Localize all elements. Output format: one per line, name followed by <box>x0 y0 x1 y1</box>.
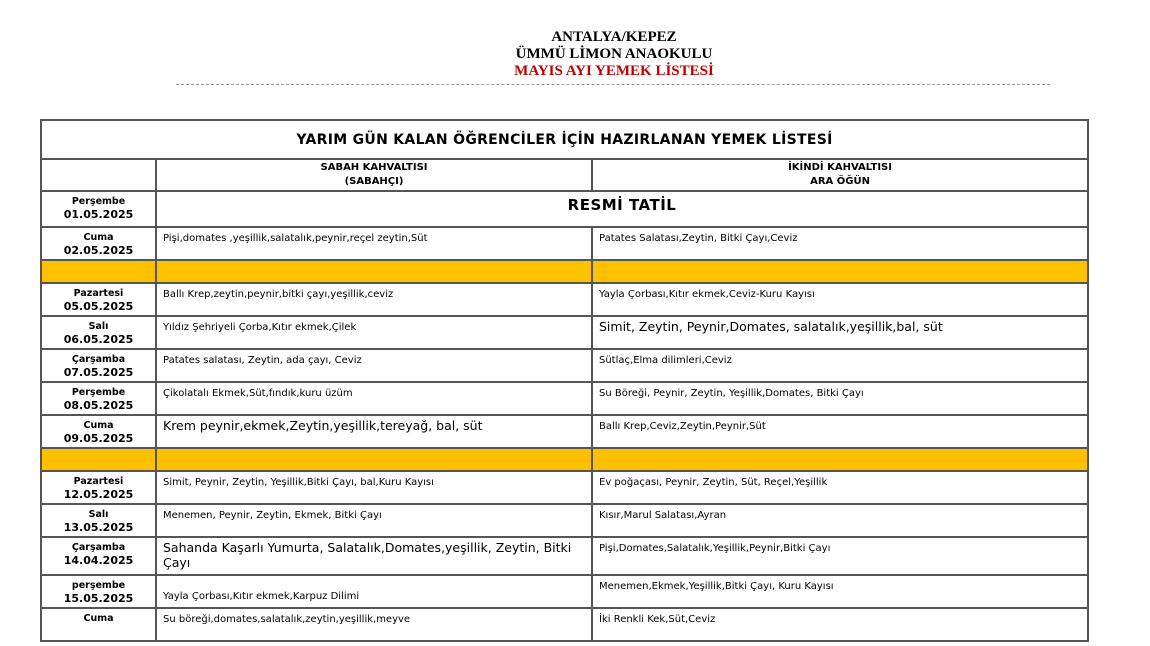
menu-title: MAYIS AYI YEMEK LİSTESİ <box>514 63 714 79</box>
table-row <box>41 316 1088 349</box>
week-separator <box>41 448 1088 471</box>
morning-menu-cell: Yayla Çorbası,Kıtır ekmek,Karpuz Dilimi <box>156 575 592 608</box>
day-name: Çarşamba <box>71 354 126 365</box>
day-name: Perşembe <box>71 387 126 398</box>
morning-menu-cell: Pişi,domates ,yeşillik,salatalık,peynir,reçel zeytin,Süt <box>156 227 592 260</box>
day-date: 01.05.2025 <box>63 208 134 221</box>
school-name: ÜMMÜ LİMON ANAOKULU <box>515 46 713 62</box>
day-date: 15.05.2025 <box>63 592 134 605</box>
table-row <box>41 283 1088 316</box>
morning-menu-cell: Simit, Peynir, Zeytin, Yeşillik,Bitki Çayı, bal,Kuru Kayısı <box>156 471 592 504</box>
morning-column-header <box>156 159 592 191</box>
afternoon-menu-cell: Ev poğaçası, Peynir, Zeytin, Süt, Reçel,Yeşillik <box>592 471 1088 504</box>
morning-menu-cell: Krem peynir,ekmek,Zeytin,yeşillik,tereyağ, bal, süt <box>156 415 592 448</box>
table-row <box>41 537 1088 575</box>
morning-menu-cell: Ballı Krep,zeytin,peynir,bitki çayı,yeşillik,ceviz <box>156 283 592 316</box>
morning-header-line2: (SABAHÇI) <box>344 176 404 187</box>
week-separator <box>41 260 1088 283</box>
menu-table <box>40 119 1089 642</box>
day-cell <box>41 349 156 382</box>
morning-menu-cell: Çikolatalı Ekmek,Süt,fındık,kuru üzüm <box>156 382 592 415</box>
afternoon-menu-cell: Sütlaç,Elma dilimleri,Ceviz <box>592 349 1088 382</box>
table-row <box>41 471 1088 504</box>
morning-menu-cell: Su böreği,domates,salatalık,zeytin,yeşillik,meyve <box>156 608 592 641</box>
afternoon-menu-cell: Simit, Zeytin, Peynir,Domates, salatalık,yeşillik,bal, süt <box>592 316 1088 349</box>
afternoon-menu-cell: Kısır,Marul Salatası,Ayran <box>592 504 1088 537</box>
day-name: Cuma <box>83 420 114 431</box>
empty-header-cell <box>41 159 156 191</box>
day-name: Salı <box>88 509 109 520</box>
afternoon-menu-cell: Pişi,Domates,Salatalık,Yeşillik,Peynir,Bitki Çayı <box>592 537 1088 575</box>
day-date: 12.05.2025 <box>63 488 134 501</box>
day-cell <box>41 471 156 504</box>
table-row <box>41 608 1088 641</box>
day-name: Çarşamba <box>71 542 126 553</box>
day-name: Pazartesi <box>73 288 124 299</box>
table-row <box>41 504 1088 537</box>
afternoon-header-line1: İKİNDİ KAHVALTISI <box>788 162 892 173</box>
day-cell <box>41 415 156 448</box>
day-cell <box>41 316 156 349</box>
day-date: 06.05.2025 <box>63 333 134 346</box>
day-date: 08.05.2025 <box>63 399 134 412</box>
day-date: 05.05.2025 <box>63 300 134 313</box>
afternoon-menu-cell: Patates Salatası,Zeytin, Bitki Çayı,Ceviz <box>592 227 1088 260</box>
day-date: 02.05.2025 <box>63 244 134 257</box>
morning-menu-cell: Sahanda Kaşarlı Yumurta, Salatalık,Domates,yeşillik, Zeytin, Bitki Çayı <box>156 537 592 575</box>
table-row <box>41 575 1088 608</box>
day-name: perşembe <box>71 580 126 591</box>
day-name: Cuma <box>83 613 114 624</box>
morning-header-line1: SABAH KAHVALTISI <box>320 162 428 173</box>
afternoon-menu-cell: Menemen,Ekmek,Yeşillik,Bitki Çayı, Kuru Kayısı <box>592 575 1088 608</box>
day-cell <box>41 191 156 227</box>
day-name: Salı <box>88 321 109 332</box>
table-row <box>41 191 1088 227</box>
day-cell <box>41 227 156 260</box>
day-date: 07.05.2025 <box>63 366 134 379</box>
holiday-cell: RESMİ TATİL <box>156 191 1088 227</box>
afternoon-menu-cell: İki Renkli Kek,Süt,Ceviz <box>592 608 1088 641</box>
morning-menu-cell: Menemen, Peynir, Zeytin, Ekmek, Bitki Çayı <box>156 504 592 537</box>
afternoon-menu-cell: Su Böreği, Peynir, Zeytin, Yeşillik,Domates, Bitki Çayı <box>592 382 1088 415</box>
day-cell <box>41 283 156 316</box>
day-name: Pazartesi <box>73 476 124 487</box>
afternoon-column-header <box>592 159 1088 191</box>
header-divider <box>176 84 1050 85</box>
afternoon-header-line2: ARA ÖĞÜN <box>810 176 870 187</box>
day-cell <box>41 537 156 575</box>
table-title: YARIM GÜN KALAN ÖĞRENCİLER İÇİN HAZIRLANAN YEMEK LİSTESİ <box>41 120 1088 159</box>
table-row <box>41 382 1088 415</box>
day-name: Perşembe <box>71 196 126 207</box>
document-header <box>0 28 1150 80</box>
day-cell <box>41 575 156 608</box>
city-heading: ANTALYA/KEPEZ <box>551 29 677 45</box>
morning-menu-cell: Yıldız Şehriyeli Çorba,Kıtır ekmek,Çilek <box>156 316 592 349</box>
table-row <box>41 349 1088 382</box>
day-cell <box>41 504 156 537</box>
day-name: Cuma <box>83 232 114 243</box>
day-cell <box>41 608 156 641</box>
day-cell <box>41 382 156 415</box>
day-date: 13.05.2025 <box>63 521 134 534</box>
day-date: 09.05.2025 <box>63 432 134 445</box>
afternoon-menu-cell: Yayla Çorbası,Kıtır ekmek,Ceviz-Kuru Kayısı <box>592 283 1088 316</box>
day-date: 14.04.2025 <box>63 554 134 567</box>
morning-menu-cell: Patates salatası, Zeytin, ada çayı, Ceviz <box>156 349 592 382</box>
table-row <box>41 415 1088 448</box>
table-row <box>41 227 1088 260</box>
afternoon-menu-cell: Ballı Krep,Ceviz,Zeytin,Peynir,Süt <box>592 415 1088 448</box>
